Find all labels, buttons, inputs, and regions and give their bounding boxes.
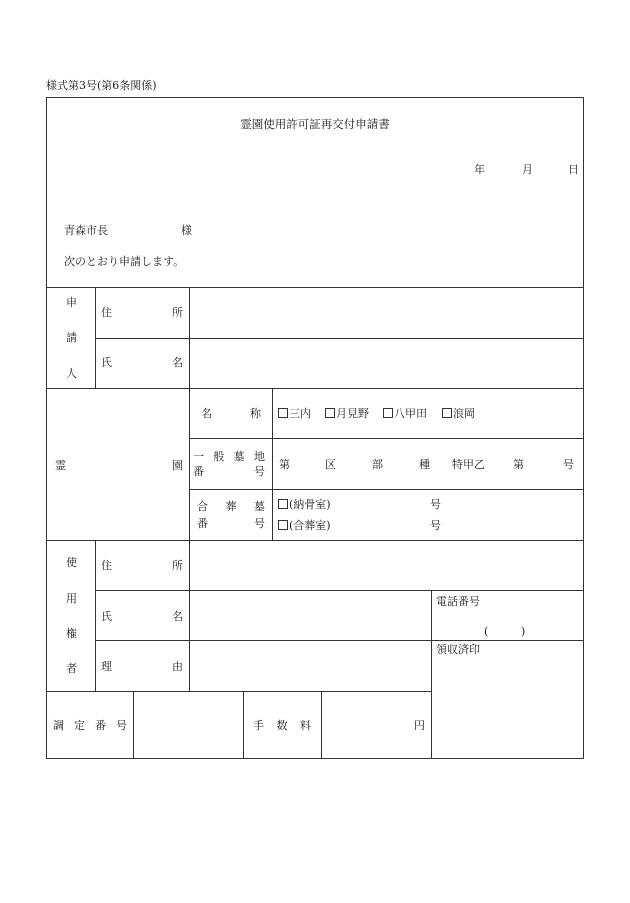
label-char: 所 bbox=[172, 559, 183, 572]
label-char: 墓 bbox=[254, 500, 265, 513]
cemetery-label bbox=[55, 460, 183, 471]
applicant-label-char: 請 bbox=[66, 331, 77, 344]
label-char: 名 bbox=[201, 407, 212, 420]
joint-ossuary-suffix: 号 bbox=[430, 498, 441, 511]
label-char: 所 bbox=[172, 306, 183, 319]
checkbox-icon[interactable] bbox=[325, 408, 335, 418]
applicant-address-label bbox=[101, 307, 183, 318]
label-char: 番 bbox=[95, 719, 106, 732]
receipt-stamp-label: 領収済印 bbox=[436, 643, 480, 656]
label-char: 霊 bbox=[55, 459, 66, 472]
cemetery-option-hakkoda[interactable] bbox=[383, 408, 427, 419]
checkbox-icon[interactable] bbox=[442, 408, 452, 418]
user-reason-label bbox=[101, 661, 183, 672]
cemetery-option-namioka[interactable] bbox=[442, 408, 475, 419]
label-char: 称 bbox=[250, 407, 261, 420]
phone-paren-close: ) bbox=[521, 625, 526, 638]
divider bbox=[272, 388, 273, 540]
label-char: 番 bbox=[193, 465, 204, 478]
option-label: (納骨室) bbox=[289, 498, 331, 511]
user-name-field[interactable] bbox=[190, 591, 430, 639]
joint-option-common[interactable] bbox=[278, 520, 331, 531]
divider bbox=[46, 388, 584, 389]
joint-option-ossuary[interactable] bbox=[278, 499, 331, 510]
label-char: 氏 bbox=[101, 356, 112, 369]
label-char: 名 bbox=[172, 356, 183, 369]
user-address-field[interactable] bbox=[190, 541, 583, 589]
user-address-label bbox=[101, 560, 183, 571]
label-char: 理 bbox=[101, 660, 112, 673]
cemetery-option-tsukimino[interactable] bbox=[325, 408, 369, 419]
plot-number-char: 種 bbox=[419, 458, 430, 471]
intro-text: 次のとおり申請します。 bbox=[64, 255, 185, 268]
label-char: 住 bbox=[101, 306, 112, 319]
label-char: 墓 bbox=[233, 450, 245, 463]
plot-number-char: 特甲乙 bbox=[452, 458, 485, 471]
divider bbox=[189, 438, 584, 439]
label-char: 名 bbox=[172, 610, 183, 623]
addressee-honorific: 様 bbox=[181, 224, 192, 237]
cemetery-name-label bbox=[201, 408, 261, 419]
divider bbox=[95, 287, 96, 388]
plot-number-char: 区 bbox=[325, 458, 336, 471]
label-char: 合 bbox=[197, 500, 208, 513]
user-label-char: 用 bbox=[66, 592, 77, 605]
plot-number-char: 号 bbox=[563, 458, 574, 471]
label-char: 料 bbox=[300, 719, 311, 732]
checkbox-icon[interactable] bbox=[278, 499, 288, 509]
phone-field[interactable] bbox=[432, 591, 583, 639]
form-title: 霊園使用許可証再交付申請書 bbox=[240, 117, 390, 131]
option-label: 三内 bbox=[289, 407, 311, 420]
label-char: 氏 bbox=[101, 610, 112, 623]
label-char: 由 bbox=[172, 660, 183, 673]
plot-label-line2 bbox=[193, 466, 265, 477]
checkbox-icon[interactable] bbox=[278, 520, 288, 530]
label-char: 号 bbox=[254, 465, 265, 478]
label-char: 住 bbox=[101, 559, 112, 572]
option-label: 浪岡 bbox=[453, 407, 475, 420]
plot-label-line1 bbox=[193, 451, 265, 462]
label-char: 葬 bbox=[225, 500, 237, 513]
applicant-name-label bbox=[101, 357, 183, 368]
date-year: 年 bbox=[474, 163, 485, 176]
user-reason-field[interactable] bbox=[190, 641, 430, 690]
user-name-label bbox=[101, 611, 183, 622]
date-day: 日 bbox=[568, 163, 579, 176]
joint-label-line1 bbox=[197, 501, 265, 512]
addressee-name: 青森市長 bbox=[64, 224, 108, 237]
option-label: 八甲田 bbox=[394, 407, 427, 420]
label-char: 号 bbox=[254, 517, 265, 530]
applicant-name-field[interactable] bbox=[190, 339, 583, 387]
label-char: 号 bbox=[116, 719, 127, 732]
fee-yen: 円 bbox=[414, 719, 425, 732]
label-char: 一 bbox=[193, 450, 204, 463]
checkbox-icon[interactable] bbox=[278, 408, 288, 418]
label-char: 調 bbox=[53, 719, 64, 732]
applicant-label-char: 申 bbox=[66, 296, 77, 309]
joint-label-line2 bbox=[197, 518, 265, 529]
phone-paren-open: ( bbox=[484, 625, 489, 638]
label-char: 定 bbox=[74, 719, 85, 732]
assessment-number-field[interactable] bbox=[134, 692, 242, 758]
option-label: (合葬室) bbox=[289, 519, 331, 532]
phone-label: 電話番号 bbox=[436, 595, 480, 608]
divider bbox=[189, 489, 584, 490]
form-id: 様式第3号(第6条関係) bbox=[46, 79, 157, 92]
divider bbox=[95, 540, 96, 691]
plot-number-char: 部 bbox=[372, 458, 383, 471]
divider bbox=[243, 691, 244, 759]
date-month: 月 bbox=[522, 163, 533, 176]
applicant-address-field[interactable] bbox=[190, 288, 583, 337]
cemetery-option-sannai[interactable] bbox=[278, 408, 311, 419]
plot-number-char: 第 bbox=[513, 458, 524, 471]
assessment-number-label bbox=[53, 720, 127, 731]
label-char: 般 bbox=[213, 450, 225, 463]
user-label-char: 権 bbox=[66, 627, 77, 640]
label-char: 園 bbox=[172, 459, 183, 472]
label-char: 地 bbox=[253, 450, 265, 463]
applicant-label-char: 人 bbox=[66, 367, 77, 380]
label-char: 番 bbox=[197, 517, 208, 530]
label-char: 数 bbox=[276, 719, 288, 732]
joint-common-suffix: 号 bbox=[430, 519, 441, 532]
user-label-char: 使 bbox=[66, 556, 77, 569]
user-label-char: 者 bbox=[66, 662, 77, 675]
checkbox-icon[interactable] bbox=[383, 408, 393, 418]
plot-number-char: 第 bbox=[279, 458, 290, 471]
label-char: 手 bbox=[253, 719, 264, 732]
option-label: 月見野 bbox=[336, 407, 369, 420]
fee-label bbox=[253, 720, 311, 731]
